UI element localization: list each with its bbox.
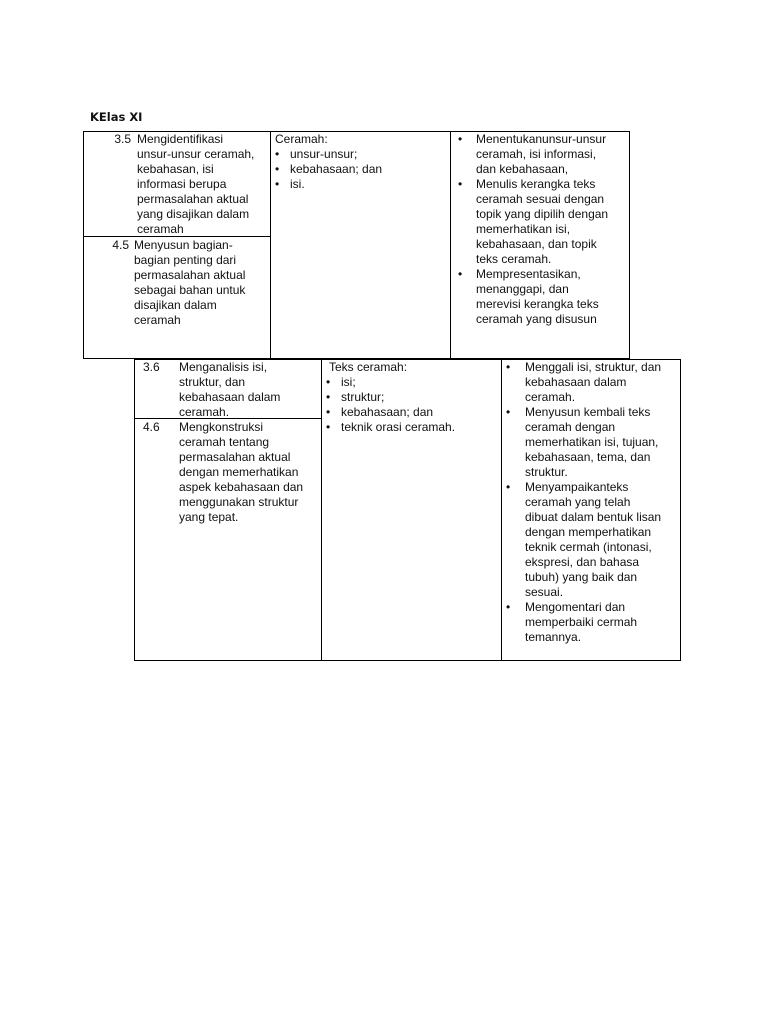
list-item: • Menyampaikanteks ceramah yang telah dibuat dalam bentuk lisan dengan memperhatikan teknik cermah (intonasi, ekspresi, dan bahasa tubuh) yang baik dan sesuai. bbox=[504, 480, 679, 600]
column-divider bbox=[450, 131, 451, 359]
kd-text: Mengidentifikasi unsur-unsur ceramah, kebahasan, isi informasi berupa permasalahan aktual yang disajikan dalam ceramah bbox=[137, 132, 255, 236]
materi-label: Teks ceramah: bbox=[329, 360, 408, 374]
column-divider bbox=[270, 131, 271, 359]
list-item: • kebahasaan; dan bbox=[273, 162, 448, 177]
kd-number: 3.6 bbox=[143, 360, 160, 374]
competency-table-2 bbox=[134, 359, 681, 661]
kd-text: Menganalisis isi, struktur, dan kebahasaan dalam ceramah. bbox=[179, 360, 281, 419]
materi-list bbox=[324, 375, 499, 435]
list-item: • Menyusun kembali teks ceramah dengan memerhatikan isi, tujuan, kebahasaan, tema, dan struktur. bbox=[504, 405, 679, 480]
list-item: • isi. bbox=[273, 177, 448, 192]
competency-table-1 bbox=[83, 131, 630, 359]
list-item: • Mempresentasikan, menanggapi, dan merevisi kerangka teks ceramah yang disusun bbox=[456, 267, 628, 327]
list-item: • teknik orasi ceramah. bbox=[324, 420, 499, 435]
list-item: • Menentukanunsur-unsur ceramah, isi informasi, dan kebahasaan, bbox=[456, 132, 628, 177]
kd-text: Menyusun bagian- bagian penting dari permasalahan aktual sebagai bahan untuk disajikan dalam ceramah bbox=[134, 238, 246, 327]
list-item: • Menggali isi, struktur, dan kebahasaan dalam ceramah. bbox=[504, 360, 679, 405]
list-item: • kebahasaan; dan bbox=[324, 405, 499, 420]
list-item: • Menulis kerangka teks ceramah sesuai dengan topik yang dipilih dengan memerhatikan isi, kebahasaan, dan topik teks ceramah. bbox=[456, 177, 628, 267]
list-item: • Mengomentari dan memperbaiki cermah temannya. bbox=[504, 600, 679, 645]
materi-cell-1 bbox=[273, 132, 448, 192]
kd-cell-3-6 bbox=[143, 360, 319, 420]
kegiatan-list bbox=[504, 360, 679, 645]
kd-number: 3.5 bbox=[114, 132, 131, 146]
materi-list bbox=[273, 147, 448, 192]
page-heading: KElas XI bbox=[90, 110, 143, 124]
kd-cell-4-5 bbox=[87, 238, 267, 328]
list-item: • unsur-unsur; bbox=[273, 147, 448, 162]
kd-text: Mengkonstruksi ceramah tentang permasalahan aktual dengan memerhatikan aspek kebahasaan dan menggunakan struktur yang tepat. bbox=[179, 420, 304, 524]
column-divider bbox=[501, 359, 502, 661]
kd-cell-3-5 bbox=[87, 132, 267, 237]
kegiatan-cell-2 bbox=[504, 360, 679, 645]
kd-number: 4.6 bbox=[143, 420, 160, 434]
materi-label: Ceramah: bbox=[275, 132, 328, 146]
kd-cell-4-6 bbox=[143, 420, 319, 525]
kegiatan-cell-1 bbox=[456, 132, 628, 327]
kd-number: 4.5 bbox=[112, 238, 129, 252]
column-divider bbox=[321, 359, 322, 661]
kegiatan-list bbox=[456, 132, 628, 327]
materi-cell-2 bbox=[324, 360, 499, 435]
list-item: • isi; bbox=[324, 375, 499, 390]
list-item: • struktur; bbox=[324, 390, 499, 405]
